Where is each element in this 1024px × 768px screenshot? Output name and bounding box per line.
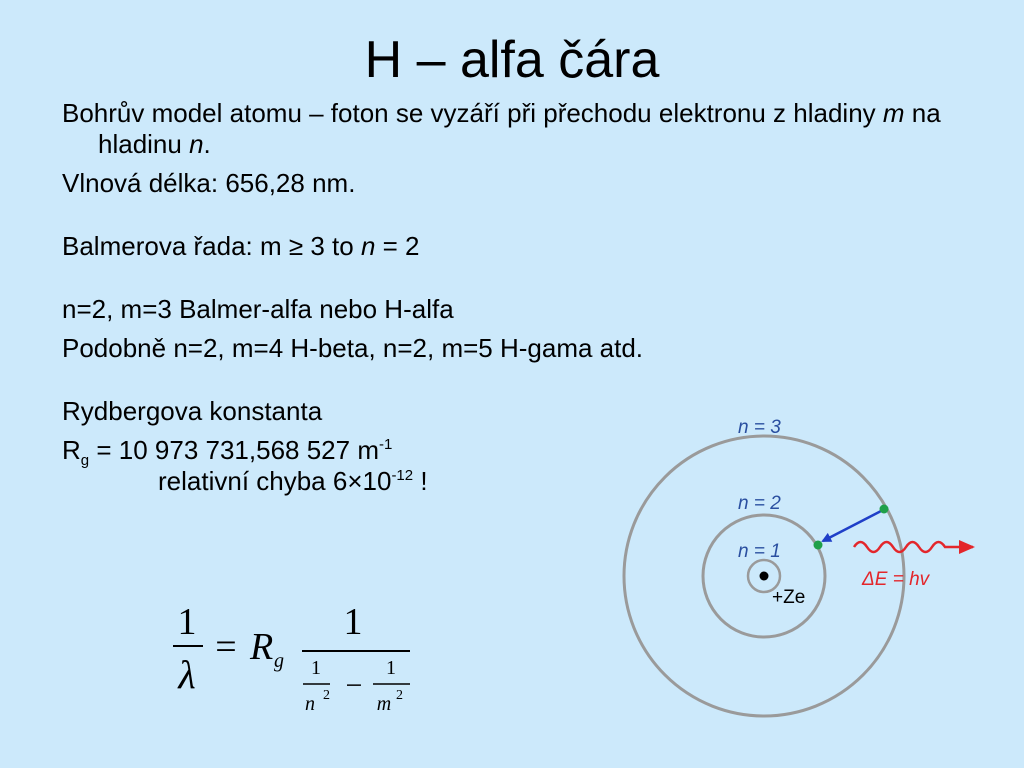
balmer-text-part: = 2: [375, 231, 420, 261]
level-m: m: [882, 98, 905, 128]
electron-n2: [814, 541, 823, 550]
photon-wave: [854, 542, 973, 552]
formula-inner-one-b: 1: [386, 657, 396, 679]
formula-equals: =: [215, 626, 237, 668]
label-n1: n = 1: [738, 541, 781, 562]
rg-unit-exponent: -1: [378, 436, 393, 453]
formula-inner-n: n: [305, 693, 315, 715]
label-n2: n = 2: [738, 493, 781, 514]
electron-n3: [880, 505, 889, 514]
balmer-n: n: [360, 231, 376, 261]
bohr-text-part: na hladinu: [98, 98, 941, 159]
bohr-atom-diagram: [600, 410, 1020, 740]
bohr-text-part: Bohrův model atomu – foton se vyzáří při přechodu elektronu z hladiny: [62, 98, 883, 128]
formula-rhs-numerator: 1: [343, 601, 363, 643]
slide-title: H – alfa čára: [364, 31, 660, 89]
error-text: relativní chyba 6×10: [158, 466, 392, 496]
error-exponent: -12: [391, 467, 414, 484]
formula-lhs-numerator: 1: [177, 601, 197, 643]
formula-inner-m: m: [376, 693, 392, 715]
balmer-text-part: Balmerova řada: m ≥ 3 to: [62, 231, 361, 261]
bohr-model-text: [62, 98, 962, 160]
nucleus-label: +Ze: [772, 587, 806, 608]
rydberg-formula: [170, 596, 420, 726]
rg-subscript: g: [80, 452, 90, 469]
label-n3: n = 3: [738, 417, 781, 438]
formula-lambda: λ: [178, 652, 196, 697]
balmer-series-text: [62, 231, 962, 262]
error-end: !: [413, 466, 428, 496]
rg-value-text: = 10 973 731,568 527 m: [89, 435, 379, 465]
transition-arrow: [823, 510, 883, 541]
formula-inner-one-a: 1: [311, 657, 321, 679]
energy-label: ΔE = hv: [862, 569, 930, 590]
h-alpha-text: n=2, m=3 Balmer-alfa nebo H-alfa: [62, 294, 454, 324]
level-n: n: [189, 129, 204, 159]
bohr-text-part: .: [203, 129, 211, 159]
formula-inner-exp-b: 2: [396, 688, 403, 703]
formula-R: R: [250, 626, 274, 668]
formula-minus: −: [345, 669, 363, 702]
rydberg-heading: Rydbergova konstanta: [62, 396, 323, 426]
nucleus: [760, 572, 769, 581]
formula-g: g: [274, 650, 284, 672]
wavelength-text: Vlnová délka: 656,28 nm.: [62, 168, 356, 198]
similar-lines-text: Podobně n=2, m=4 H-beta, n=2, m=5 H-gama atd.: [62, 333, 644, 363]
rg-symbol: R: [62, 435, 81, 465]
formula-inner-exp-a: 2: [323, 688, 330, 703]
